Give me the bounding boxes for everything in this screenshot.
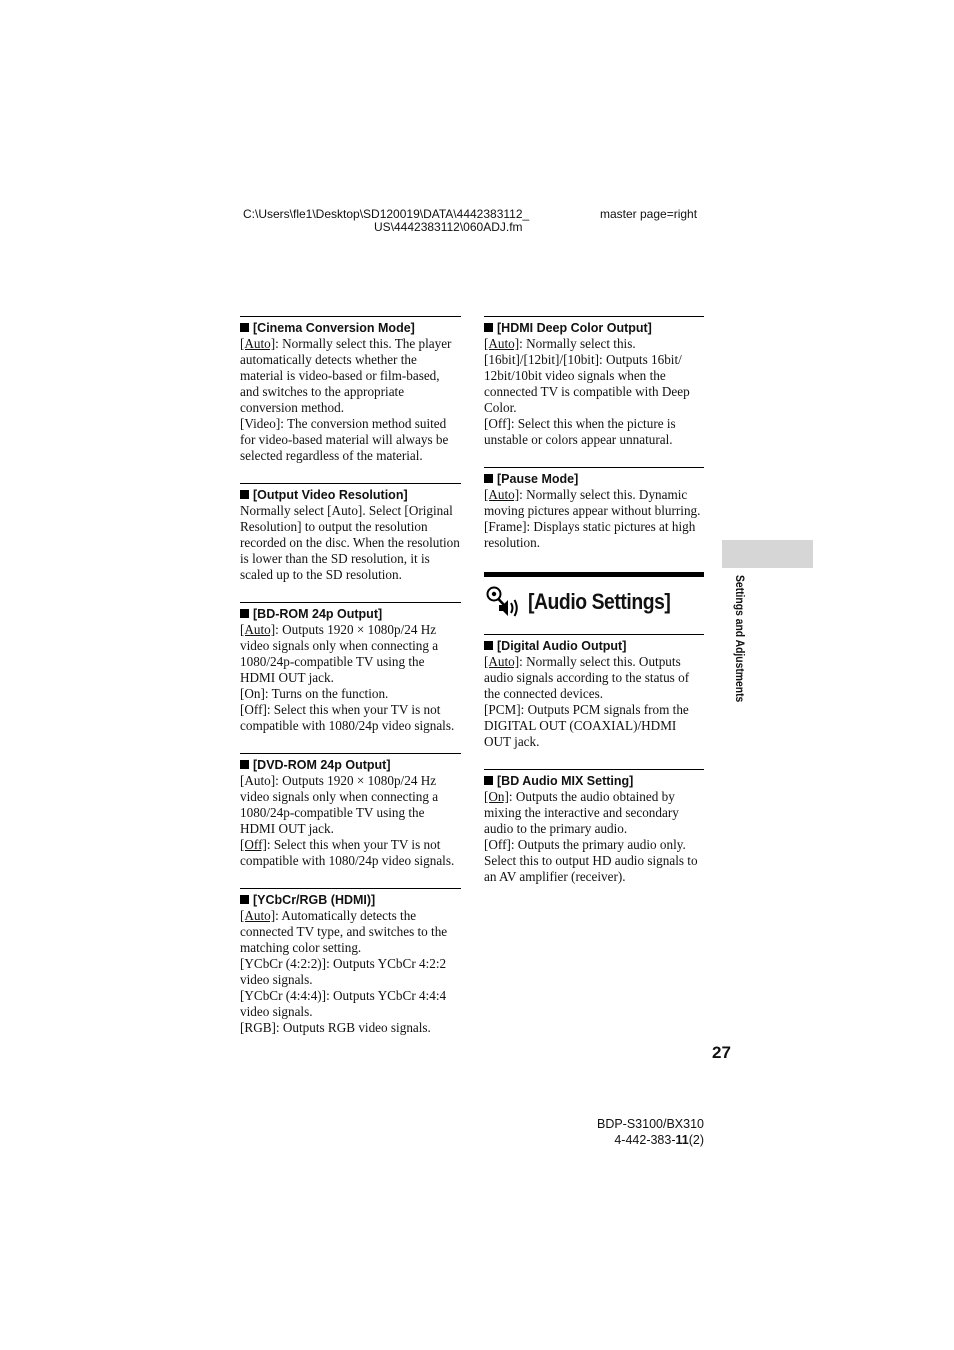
- default-option: [Auto]: [484, 487, 520, 502]
- option-description: : Normally select this.: [519, 336, 636, 351]
- setting-option-text: [484, 519, 704, 551]
- square-bullet-icon: [240, 609, 249, 618]
- setting-option-text: [484, 702, 704, 750]
- setting-option-text: [240, 773, 461, 837]
- option-description: [Off]: Select this when the picture is unstable or colors appear unnatural.: [484, 416, 676, 447]
- audio-settings-icon: [484, 585, 524, 619]
- setting-option-text: [484, 654, 704, 702]
- setting-section: [240, 888, 461, 1036]
- setting-option-text: [240, 837, 461, 869]
- square-bullet-icon: [484, 323, 493, 332]
- setting-option-text: [240, 1020, 461, 1036]
- setting-section: [484, 769, 704, 885]
- option-description: : Outputs the audio obtained by mixing the interactive and secondary audio to the primary audio.: [484, 789, 679, 836]
- square-bullet-icon: [484, 776, 493, 785]
- setting-title: [484, 320, 704, 336]
- setting-option-text: [240, 622, 461, 686]
- setting-option-text: [240, 988, 461, 1020]
- default-option: [Auto]: [484, 336, 520, 351]
- setting-section: [240, 483, 461, 583]
- setting-option-text: [484, 416, 704, 448]
- setting-section: [240, 753, 461, 869]
- default-option: [Auto]: [240, 622, 276, 637]
- header-master-page: master page=right: [600, 207, 698, 221]
- setting-title-text: [Digital Audio Output]: [497, 639, 627, 653]
- setting-section: [240, 602, 461, 734]
- right-column: [484, 316, 704, 904]
- right-column-bottom-sections: [484, 634, 704, 885]
- audio-settings-title: [Audio Settings]: [528, 588, 671, 614]
- option-description: Normally select [Auto]. Select [Original Resolution] to output the resolution recorded on the disc. When the resolution is lower than the SD resolution, it is scaled up to the SD resolution.: [240, 503, 460, 582]
- side-tab-marker: [722, 540, 813, 568]
- header-path-line1: C:\Users\fle1\Desktop\SD120019\DATA\4442383112_: [243, 207, 530, 221]
- setting-title-text: [BD Audio MIX Setting]: [497, 774, 634, 788]
- option-description: : Normally select this. The player automatically detects whether the material is video-based or film-based, and switches to the appropriate conversion method.: [240, 336, 452, 415]
- setting-section: [484, 316, 704, 448]
- setting-option-text: [240, 702, 461, 734]
- setting-option-text: [240, 336, 461, 416]
- setting-option-text: [240, 956, 461, 988]
- option-description: [RGB]: Outputs RGB video signals.: [240, 1020, 431, 1035]
- option-description: [On]: Turns on the function.: [240, 686, 389, 701]
- square-bullet-icon: [240, 895, 249, 904]
- setting-option-text: [484, 487, 704, 519]
- footer-code: [614, 1133, 704, 1148]
- setting-title-text: [Pause Mode]: [497, 472, 579, 486]
- setting-title: [240, 892, 461, 908]
- setting-section: [484, 634, 704, 750]
- default-option: [Auto]: [484, 654, 520, 669]
- square-bullet-icon: [240, 490, 249, 499]
- setting-option-text: [484, 789, 704, 837]
- setting-title: [484, 471, 704, 487]
- option-description: [Off]: Outputs the primary audio only. Select this to output HD audio signals to an AV amplifier (receiver).: [484, 837, 698, 884]
- default-option: [Auto]: [240, 336, 276, 351]
- header-file-path: [243, 207, 530, 234]
- setting-title: [240, 487, 461, 503]
- setting-option-text: [240, 686, 461, 702]
- footer-code-suffix: (2): [688, 1133, 704, 1147]
- setting-title: [240, 606, 461, 622]
- footer-code-prefix: 4-442-383-: [614, 1133, 676, 1147]
- audio-settings-heading: [484, 572, 704, 622]
- setting-section: [240, 316, 461, 464]
- option-description: [16bit]/[12bit]/[10bit]: Outputs 16bit/ 12bit/10bit video signals when the connected TV is compatible with Deep Color.: [484, 352, 690, 415]
- footer-code-bold: 11: [675, 1133, 689, 1147]
- page-number: 27: [712, 1043, 731, 1062]
- option-description: : Outputs 1920 × 1080p/24 Hz video signals only when connecting a 1080/24p-compatible TV using the HDMI OUT jack.: [240, 622, 439, 685]
- setting-title-text: [Cinema Conversion Mode]: [253, 321, 415, 335]
- option-description: : Normally select this. Dynamic moving pictures appear without blurring.: [484, 487, 701, 518]
- option-description: [YCbCr (4:2:2)]: Outputs YCbCr 4:2:2 video signals.: [240, 956, 447, 987]
- setting-option-text: [240, 908, 461, 956]
- setting-title-text: [YCbCr/RGB (HDMI)]: [253, 893, 376, 907]
- right-column-top-sections: [484, 316, 704, 551]
- square-bullet-icon: [484, 641, 493, 650]
- setting-title-text: [HDMI Deep Color Output]: [497, 321, 652, 335]
- option-description: : Automatically detects the connected TV type, and switches to the matching color setting.: [240, 908, 448, 955]
- default-option: [Auto]: [240, 908, 276, 923]
- setting-option-text: [484, 837, 704, 885]
- option-description: [Frame]: Displays static pictures at high resolution.: [484, 519, 696, 550]
- footer-model: BDP-S3100/BX310: [596, 1117, 704, 1131]
- setting-title: [484, 773, 704, 789]
- option-description: : Normally select this. Outputs audio signals according to the status of the connected devices.: [484, 654, 690, 701]
- square-bullet-icon: [240, 760, 249, 769]
- option-description: [PCM]: Outputs PCM signals from the DIGITAL OUT (COAXIAL)/HDMI OUT jack.: [484, 702, 689, 749]
- square-bullet-icon: [484, 474, 493, 483]
- setting-title-text: [Output Video Resolution]: [253, 488, 408, 502]
- setting-section: [484, 467, 704, 551]
- option-description: [Off]: Select this when your TV is not compatible with 1080/24p video signals.: [240, 702, 455, 733]
- option-description: [YCbCr (4:4:4)]: Outputs YCbCr 4:4:4 video signals.: [240, 988, 447, 1019]
- setting-title-text: [BD-ROM 24p Output]: [253, 607, 383, 621]
- setting-title-text: [DVD-ROM 24p Output]: [253, 758, 391, 772]
- left-column: [240, 316, 461, 1055]
- side-section-label: Settings and Adjustments: [733, 575, 745, 703]
- option-description: : Select this when your TV is not compatible with 1080/24p video signals.: [240, 837, 455, 868]
- square-bullet-icon: [240, 323, 249, 332]
- option-description: [Auto]: Outputs 1920 × 1080p/24 Hz video signals only when connecting a 1080/24p-compatible TV using the HDMI OUT jack.: [240, 773, 439, 836]
- default-option: [On]: [484, 789, 509, 804]
- setting-title: [240, 320, 461, 336]
- setting-option-text: [240, 503, 461, 583]
- setting-option-text: [484, 336, 704, 352]
- option-description: [Video]: The conversion method suited for video-based material will always be selected regardless of the material.: [240, 416, 449, 463]
- default-option: [Off]: [240, 837, 267, 852]
- setting-option-text: [484, 352, 704, 416]
- setting-option-text: [240, 416, 461, 464]
- setting-title: [484, 638, 704, 654]
- header-path-line2: US\4442383112\060ADJ.fm: [374, 220, 523, 234]
- setting-title: [240, 757, 461, 773]
